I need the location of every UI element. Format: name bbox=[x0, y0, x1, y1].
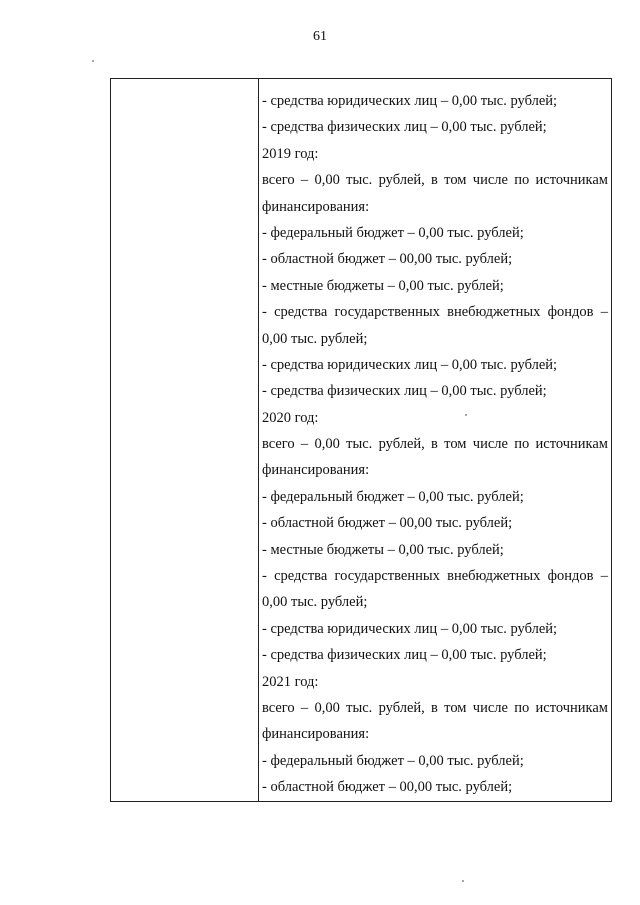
table-text-line: 2020 год: bbox=[262, 409, 319, 426]
table-text-line: всего – 0,00 тыс. рублей, в том числе по источникам bbox=[262, 699, 608, 716]
table-text-line: 2021 год: bbox=[262, 673, 319, 690]
table-text-line: - средства физических лиц – 0,00 тыс. рублей; bbox=[262, 647, 547, 664]
scan-speck bbox=[92, 60, 94, 62]
table-text-line: 0,00 тыс. рублей; bbox=[262, 594, 368, 611]
table-text-line: - федеральный бюджет – 0,00 тыс. рублей; bbox=[262, 224, 524, 241]
table-text-line: - областной бюджет – 00,00 тыс. рублей; bbox=[262, 251, 513, 268]
table-text-line: - местные бюджеты – 0,00 тыс. рублей; bbox=[262, 541, 504, 558]
page-number: 61 bbox=[313, 29, 327, 44]
table-text-line: - областной бюджет – 00,00 тыс. рублей; bbox=[262, 515, 513, 532]
table-text-line: финансирования: bbox=[262, 726, 370, 743]
table-text-line: - средства государственных внебюджетных фондов – bbox=[262, 568, 608, 585]
table-text-line: - средства юридических лиц – 0,00 тыс. рублей; bbox=[262, 356, 558, 373]
table-text-line: - средства государственных внебюджетных фондов – bbox=[262, 304, 608, 321]
table-text-line: - средства физических лиц – 0,00 тыс. рублей; bbox=[262, 383, 547, 400]
scan-speck bbox=[465, 414, 467, 416]
document-table bbox=[110, 78, 612, 802]
table-left-cell bbox=[111, 79, 259, 801]
table-text-line: - областной бюджет – 00,00 тыс. рублей; bbox=[262, 779, 513, 796]
table-text-line: всего – 0,00 тыс. рублей, в том числе по источникам bbox=[262, 172, 608, 189]
table-text-line: - федеральный бюджет – 0,00 тыс. рублей; bbox=[262, 752, 524, 769]
table-text-line: - средства физических лиц – 0,00 тыс. рублей; bbox=[262, 119, 547, 136]
scan-speck bbox=[462, 880, 464, 882]
table-text-line: - средства юридических лиц – 0,00 тыс. рублей; bbox=[262, 93, 558, 109]
table-text-line: финансирования: bbox=[262, 462, 370, 479]
table-text-line: - средства юридических лиц – 0,00 тыс. рублей; bbox=[262, 620, 558, 637]
table-text-line: финансирования: bbox=[262, 198, 370, 215]
table-right-cell bbox=[259, 79, 611, 801]
table-text-line: всего – 0,00 тыс. рублей, в том числе по источникам bbox=[262, 436, 608, 453]
table-text-line: - местные бюджеты – 0,00 тыс. рублей; bbox=[262, 277, 504, 294]
table-text-line: - федеральный бюджет – 0,00 тыс. рублей; bbox=[262, 488, 524, 505]
table-text-line: 2019 год: bbox=[262, 145, 319, 162]
table-text-line: 0,00 тыс. рублей; bbox=[262, 330, 368, 347]
